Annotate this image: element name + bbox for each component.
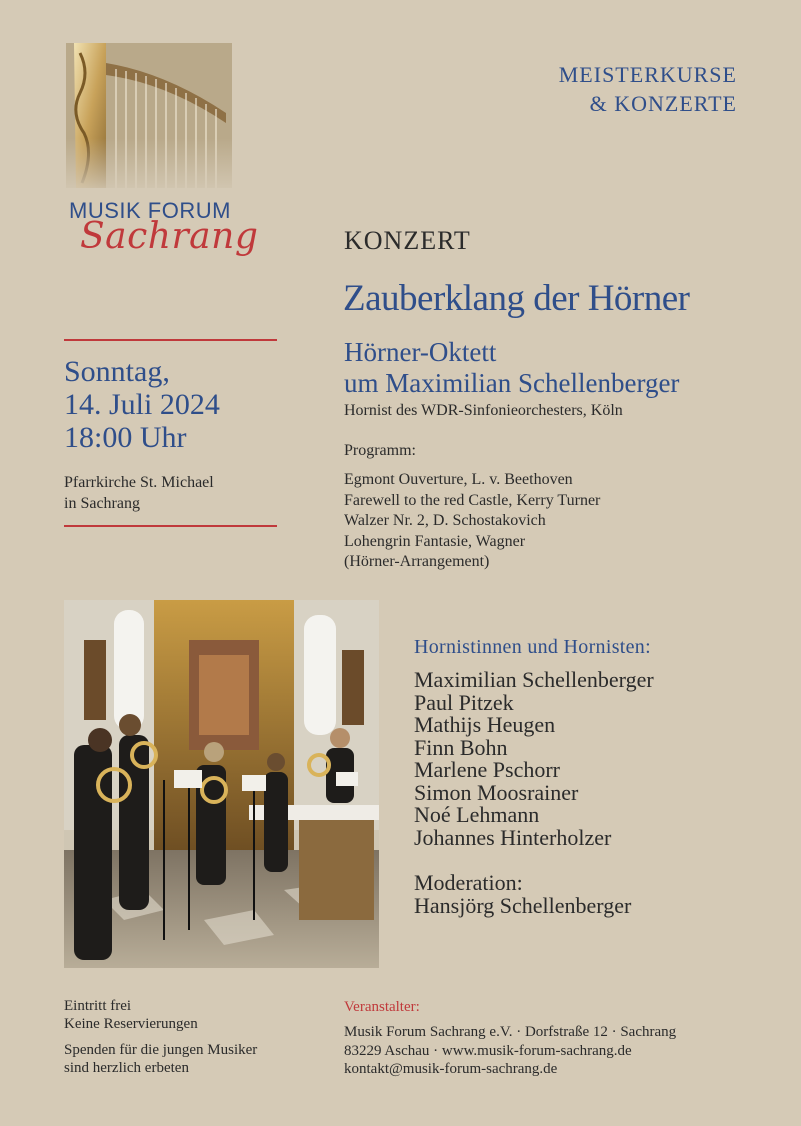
logo-script: Sachrang: [80, 216, 259, 257]
moderation-label: Moderation:: [414, 870, 523, 895]
event-kicker: KONZERT: [344, 226, 471, 255]
entry-line-2: Keine Reservierungen: [64, 1016, 198, 1032]
program-item: (Hörner-Arrangement): [344, 553, 490, 570]
musician-name: Finn Bohn: [414, 734, 508, 760]
organizer-web: 83229 Aschau · www.musik-forum-sachrang.de: [344, 1042, 632, 1059]
series-heading: [480, 60, 737, 118]
venue-line-1: Pfarrkirche St. Michael: [64, 474, 214, 491]
musician-name: Simon Moosrainer: [414, 779, 579, 805]
program-item: Farewell to the red Castle, Kerry Turner: [344, 491, 601, 509]
series-line-2: & KONZERTE: [589, 91, 737, 116]
divider-top: [64, 339, 277, 341]
venue: [64, 472, 214, 514]
musician-name: Marlene Pschorr: [414, 757, 561, 782]
divider-bottom: [64, 525, 277, 527]
donation-info: [64, 1041, 257, 1077]
entry-info: [64, 997, 198, 1033]
logo-harp-image: [66, 43, 232, 188]
organizer-heading: Veranstalter:: [344, 999, 420, 1015]
program-list: [344, 470, 600, 573]
musician-name: Noé Lehmann: [414, 802, 540, 827]
program-item: Walzer Nr. 2, D. Schostakovich: [344, 512, 546, 529]
donation-line-2: sind herzlich erbeten: [64, 1060, 189, 1076]
musician-name: Maximilian Schellenberger: [414, 667, 654, 692]
concert-photo: [64, 600, 379, 968]
moderation-name: Hansjörg Schellenberger: [414, 892, 632, 918]
logo-title: MUSIK FORUM: [69, 198, 231, 223]
program-item: Egmont Ouverture, L. v. Beethoven: [344, 471, 573, 488]
musicians-heading: Hornistinnen und Hornisten:: [414, 636, 651, 658]
program-heading: Programm:: [344, 442, 416, 459]
date-block: [64, 355, 220, 454]
subtitle-line-1: Hörner-Oktett: [344, 337, 497, 367]
hornist-note: Hornist des WDR-Sinfonieorchesters, Köln: [344, 402, 623, 419]
event-title: Zauberklang der Hörner: [343, 278, 690, 319]
series-line-1: MEISTERKURSE: [558, 62, 737, 87]
entry-line-1: Eintritt frei: [64, 998, 132, 1014]
event-subtitle: [344, 337, 679, 399]
musician-name: Johannes Hinterholzer: [414, 824, 612, 850]
donation-line-1: Spenden für die jungen Musiker: [64, 1042, 258, 1058]
subtitle-line-2: um Maximilian Schellenberger: [344, 368, 680, 398]
musician-name: Paul Pitzek: [414, 689, 514, 715]
program-item: Lohengrin Fantasie, Wagner: [344, 532, 526, 550]
organizer-info: [344, 1023, 676, 1079]
venue-line-2: in Sachrang: [64, 495, 140, 512]
organizer-address: Musik Forum Sachrang e.V. · Dorfstraße 12 · Sachrang: [344, 1024, 677, 1040]
event-day: Sonntag,: [64, 355, 170, 388]
moderation: [414, 872, 631, 917]
musician-name: Mathijs Heugen: [414, 712, 556, 737]
organizer-email: kontakt@musik-forum-sachrang.de: [344, 1061, 558, 1077]
musicians-list: [414, 669, 654, 849]
event-time: 18:00 Uhr: [64, 421, 187, 454]
event-date: 14. Juli 2024: [64, 388, 220, 421]
